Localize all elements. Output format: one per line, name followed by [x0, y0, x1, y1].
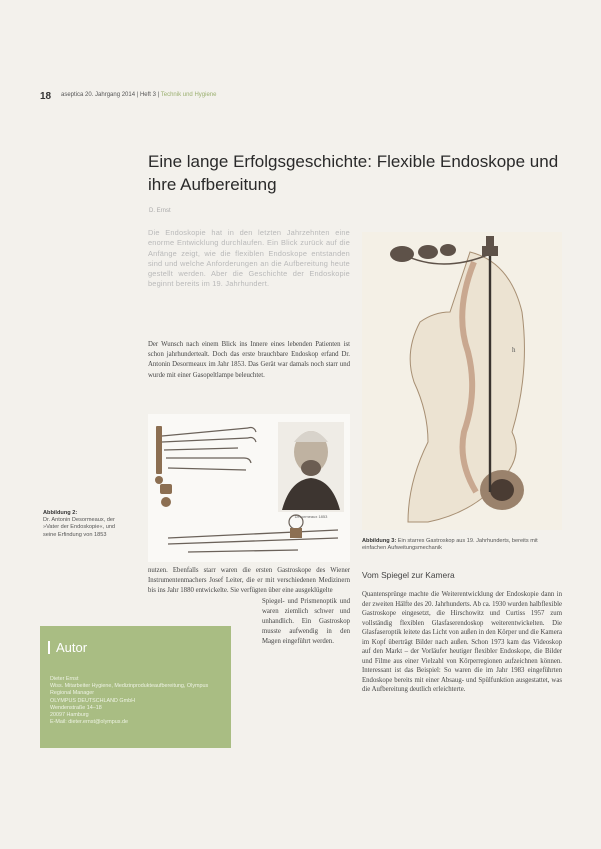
figure-2-label: Abbildung 2:: [43, 510, 78, 516]
author-heading-text: Autor: [56, 640, 88, 655]
figure-3-illustration: [362, 232, 562, 530]
figure-3-caption-text: Ein starres Gastroskop aus 19. Jahrhunderts, bereits mit einfachen Aufweitungsmechanik: [362, 538, 538, 552]
author-heading-bar: [48, 641, 50, 654]
page-number: 18: [40, 91, 52, 102]
figure-2-illustration: [148, 414, 350, 562]
subheading: Vom Spiegel zur Kamera: [362, 570, 455, 580]
body-text-2-indent: Spiegel- und Prismenoptik und waren ziemlich schwer und unhandlich. Ein Gastroskop musste aufwendig in den Magen eingeführt werden.: [262, 597, 350, 646]
figure-2-portrait-label: Desormeaux 1853: [294, 514, 328, 519]
section-name: Technik und Hygiene: [160, 92, 217, 98]
figure-2-caption-text: Dr. Antonin Desormeaux, der »Vater der Endoskopie«, und seine Erfindung von 1853: [43, 517, 116, 538]
journal-line: [61, 92, 216, 98]
author-contact: Dieter Ernst Wiss. Mitarbeiter Hygiene, Medizinprodukteaufbereitung, Olympus Regional Manager OLYMPUS DEUTSCHLAND GmbH Wendenstraße 14–18 20097 Hamburg E-Mail: dieter.ernst@olympus.de: [50, 676, 209, 726]
article-title: Eine lange Erfolgsgeschichte: Flexible Endoskope und ihre Aufbereitung: [148, 152, 559, 194]
figure-3-caption: [362, 538, 562, 552]
body-text-1: Der Wunsch nach einem Blick ins Innere eines lebenden Patienten ist schon jahrhundertealt. Doch das erste brauchbare Endoskop erfand Dr. Antonin Desormeaux im Jahr 1853. Das Gerät war damals noch starr und wurde mit einer Gasopeltlampe beleuchtet.: [148, 341, 350, 379]
figure-3-annotation: h: [512, 346, 516, 354]
figure-3-label: Abbildung 3:: [362, 538, 397, 544]
body-text-2-start: nutzen. Ebenfalls starr waren die ersten Gastroskope des Wiener Instrumentenmachers Josef Leiter, die er mit verschiedenen Medizinern bis ins Jahr 1880 entwickelte. Sie verfügten über eine ausgeklügelte: [148, 567, 350, 595]
journal-name: aseptica 20. Jahrgang 2014 | Heft 3 |: [61, 92, 161, 98]
figure-2-image: [148, 414, 350, 562]
article-lead: Die Endoskopie hat in den letzten Jahrzehnten eine enorme Entwicklung durchlaufen. Ein Blick zurück auf die Anfänge zeigt, wie die flexiblen Endoskope entstanden sind und welche Anforderungen an die Aufbereitung heute gestellt werden. Aber die Geschichte der Endoskopie beginnt bereits im 19. Jahrhundert.: [148, 228, 350, 289]
body-text-3: Quantensprünge machte die Weiterentwicklung der Endoskopie dann in der zweiten Hälfte des 20. Jahrhunderts. Ab ca. 1930 wurden halbflexible Gastroskope eingesetzt, die Hirschowitz und Curtiss 1957 zum vollständig flexiblen Glasfaserendoskop weiterentwickelten. Die Glasfaseroptik leitete das Licht von außen in den Körper und die Kamera im Kopf überträgt Bilder nach außen. Schon 1973 kam das Videoskop auf den Markt – der Vorläufer heutiger flexibler Endoskope, die Bilder und Filme aus einer Vielzahl von Körperregionen aufzeichnen können. Interessant ist das Beispiel: So waren die im Jahr 1983 eingeführten Endoskope bereits mit einer Absaug- und Spülfunktion ausgestattet, was die Aufbereitung deutlich erleichterte.: [362, 591, 562, 694]
author-box-heading: [48, 640, 87, 655]
figure-2-caption: [43, 510, 129, 539]
figure-3-image: [362, 232, 562, 530]
author-byline: D. Ernst: [149, 208, 171, 214]
